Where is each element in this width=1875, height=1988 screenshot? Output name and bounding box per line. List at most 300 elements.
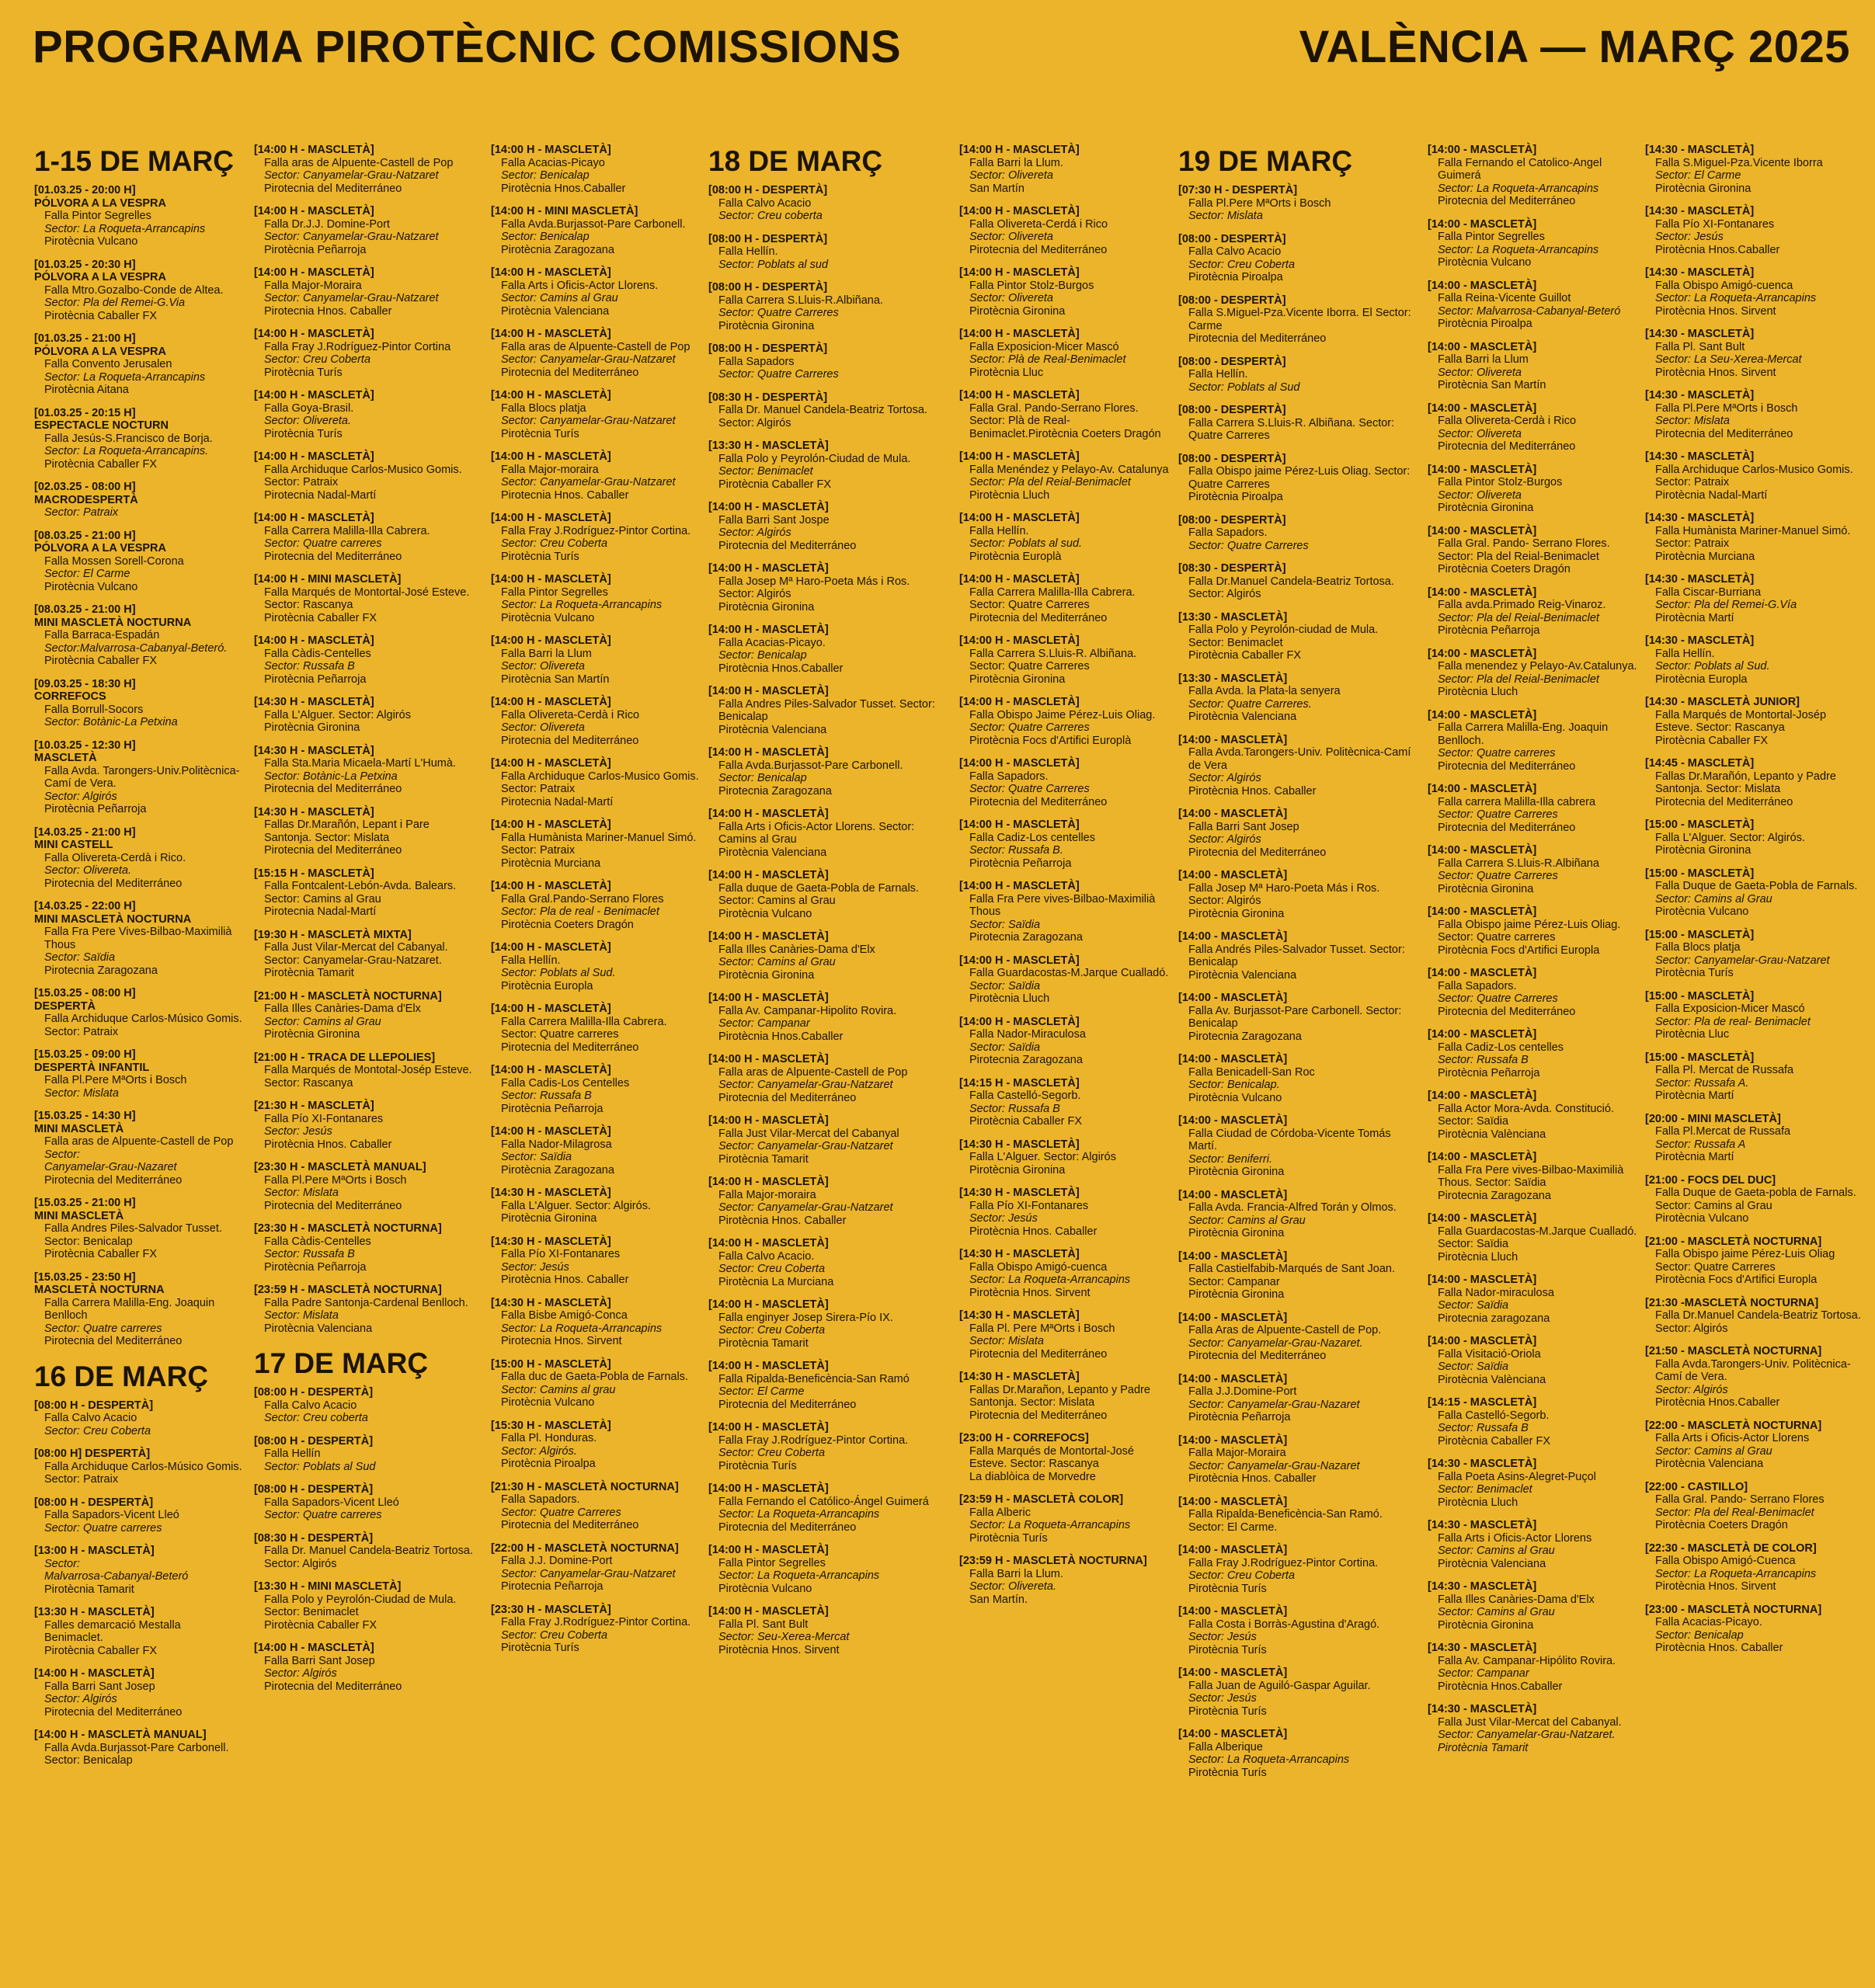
event-entry (1428, 905, 1637, 957)
event-detail-line: Falla Mtro.Gozalbo-Conde de Altea. (44, 283, 224, 297)
event-detail-line: Pirotècnia Gironina (969, 1163, 1066, 1176)
event-time-label: [14:00 H - MASCLETÀ] (254, 389, 374, 401)
event-detail-line: Falla Pintor Stolz-Burgos (969, 279, 1094, 292)
event-detail-line: Falla Olivereta-Cerdá i Rico (969, 217, 1108, 231)
event-entry (1178, 1373, 1411, 1424)
event-detail-line: Falla Obispo jaime Pérez-Luis Oliag. Sector: Quatre Carreres (1188, 465, 1411, 491)
event-time-label: [14:00 H - MASCLETÀ] (491, 144, 611, 156)
event-detail-line: Pirotècnia Caballer FX (969, 1115, 1083, 1128)
event-time-label: [08:30 - DESPERTÀ] (1178, 562, 1286, 575)
event-detail-line: Sector: Olivereta (501, 660, 585, 673)
event-entry (491, 941, 704, 992)
event-detail-line: Sector: La Roqueta-Arrancapins (718, 1508, 880, 1521)
event-detail-line: Sector: Camins al Grau (1188, 1214, 1306, 1227)
event-entry (1645, 990, 1863, 1041)
event-detail-line: Pirotècnia Gironina (1655, 844, 1752, 857)
event-time-label: [14:00 H - MASCLETÀ] (254, 205, 374, 217)
event-detail-line: Falla Pintor Segrelles (1438, 231, 1545, 243)
event-entry (1178, 611, 1411, 662)
event-entry (959, 1187, 1173, 1238)
event-detail-line: Pirotècnia Valenciana (1188, 968, 1297, 982)
event-detail-line: Sector: La Roqueta-Arrancapins (1188, 1753, 1350, 1766)
event-entry (959, 1371, 1173, 1422)
event-detail-line: Falla Pl. Sant Bult (1655, 340, 1745, 353)
event-time-label: [14:00 - MASCLETÀ] (1178, 1728, 1288, 1740)
event-detail-line: Pirotècnia Vulcano (1438, 256, 1532, 269)
event-entry (959, 1555, 1173, 1606)
event-detail-line: Sector: Jesús (969, 1212, 1038, 1225)
event-detail-line: Falla Pío XI-Fontanares (1655, 217, 1775, 231)
event-detail-line: Falla J.J.Domine-Port (1188, 1385, 1297, 1398)
event-time-label: [14:00 H - MASCLETÀ] (254, 266, 374, 279)
event-detail-line: Falla Pintor Stolz-Burgos (1438, 476, 1563, 488)
event-time-label: [14:15 H - MASCLETÀ] (959, 1076, 1080, 1090)
event-time-label: [14:00 H - MASCLETÀ] (959, 328, 1080, 340)
event-time-label: [14:00 H - MASCLETÀ] (959, 818, 1080, 831)
event-detail-line: Falla Costa i Borràs-Agustina d'Aragó. (1188, 1618, 1380, 1631)
event-detail-line: Falla Hellín. (1188, 368, 1248, 381)
event-detail-line: Pirotècnia Zaragozana (501, 243, 614, 256)
event-detail-line: Falla menendez y Pelayo-Av.Catalunya. (1438, 660, 1637, 673)
event-entry (1178, 808, 1411, 859)
event-detail-line: Falla Pintor Segrelles (501, 586, 608, 599)
event-detail-line: Falla Pl. Pere MªOrts i Bosch (969, 1322, 1115, 1335)
event-time-label: [13:00 H - MASCLETÀ] (34, 1545, 155, 1557)
event-detail-line: Pirotecnia del Mediterráneo (718, 1091, 857, 1104)
event-entry (1645, 573, 1863, 624)
event-time-label: [14:00 - MASCLETÀ] (1428, 1028, 1537, 1041)
event-entry (959, 1248, 1173, 1299)
event-detail-line: Pirotecnia del Mediterráneo (1188, 332, 1327, 345)
event-detail-line: Pirotècnia Turís (718, 1459, 797, 1472)
event-type-label: MINI MASCLETÀ NOCTURNA (34, 616, 192, 629)
event-detail-line: Falla S.Miguel-Pza.Vicente Iborra. El Sector: Carme (1188, 307, 1411, 332)
event-time-label: [14:30 - MASCLETÀ] (1428, 1458, 1537, 1470)
event-time-label: [14:00 H - MASCLETÀ] (708, 1482, 829, 1495)
event-detail-line: Pirotècnia Vulcano (501, 1396, 595, 1409)
event-time-label: [14:00 H - MASCLETÀ] (708, 1237, 829, 1249)
event-detail-line: Falla Fray J.Rodríguez-Pintor Cortina (264, 340, 451, 353)
schedule-column (491, 144, 704, 1665)
event-time-label: [15.03.25 - 21:00 H] (34, 1197, 136, 1209)
event-time-label: [13:30 - MASCLETÀ] (1178, 672, 1288, 685)
event-entry (708, 685, 941, 736)
event-detail-line: Pirotecnia del Mediterráneo (264, 182, 402, 195)
event-detail-line: Pirotècnia Vulcano (718, 1582, 812, 1595)
event-detail-line: Sector: Seu-Xerea-Mercat (718, 1631, 850, 1643)
event-entry (1178, 930, 1411, 982)
event-detail-line: Sector: Mislata (1655, 415, 1730, 427)
event-entry (491, 696, 704, 747)
event-time-label: [14:00 H - MASCLETÀ] (708, 1605, 829, 1618)
event-entry (34, 826, 248, 891)
event-time-label: [14:00 H - MASCLETÀ] (254, 144, 374, 156)
event-detail-line: Pirotecnia Zaragozana (969, 931, 1083, 944)
event-detail-line: Pirotècnia Turís (1655, 967, 1734, 979)
event-detail-line: Sector: La Roqueta-Arrancapins (1655, 292, 1817, 304)
event-entry (1178, 1053, 1411, 1104)
event-detail-line: Pirotècnia Tamarit (44, 1583, 134, 1596)
event-detail-line: Sector: Jesús (1188, 1692, 1257, 1705)
event-detail-line: Falla Av. Burjassot-Pare Carbonell. Sector: Benicalap (1188, 1004, 1402, 1030)
event-detail-line: Sector: Olivereta (1438, 488, 1522, 502)
event-detail-line: Sector: Algirós (1655, 1383, 1728, 1396)
schedule-column (1645, 144, 1863, 1665)
event-detail-line: Pirotècnia Valenciana (1188, 711, 1297, 723)
event-detail-line: Pirotecnia Zaragozana (1188, 1030, 1302, 1043)
event-time-label: [01.03.25 - 20:30 H] (34, 258, 136, 271)
event-detail-line: Pirotècnia Turís (969, 1531, 1048, 1545)
event-entry (254, 512, 479, 563)
event-time-label: [14:30 - MASCLETÀ] (1428, 1519, 1537, 1531)
event-detail-line: Falla Sapadors. (1188, 527, 1268, 539)
event-detail-line: Falla Pl. Sant Bult (718, 1618, 809, 1631)
event-detail-line: Sector: Malvarrosa-Cabanyal-Beteró (1438, 304, 1621, 318)
event-entry (34, 900, 248, 977)
event-detail-line: Falla Carrera Malilla-Illa Cabrera. Sector: Quatre carreres (501, 1015, 667, 1041)
event-detail-line: Falla aras de Alpuente-Castell de Pop (501, 340, 691, 353)
event-time-label: [14:30 - MASCLETÀ] (1645, 266, 1755, 279)
event-detail-line: Falla Andrés Piles-Salvador Tusset. Sector: Benicalap (1188, 943, 1405, 968)
event-type-label: MINI MASCLETÀ (34, 1209, 124, 1222)
event-entry (708, 1114, 941, 1166)
event-detail-line: Sector: Benimaclet (1438, 1483, 1532, 1496)
event-entry (254, 205, 479, 256)
event-time-label: [20:00 - MINI MASCLETÀ] (1645, 1112, 1781, 1125)
event-detail-line: Falla Blocs platja (501, 401, 586, 415)
event-detail-line: Pirotècnia Vulcano (44, 235, 138, 248)
event-detail-line: Pirotècnia Caballer FX (264, 1618, 377, 1632)
event-entry (254, 1222, 479, 1274)
event-time-label: [08:00 - DESPERTÀ] (1178, 355, 1286, 368)
event-entry (491, 205, 704, 256)
event-entry (959, 818, 1173, 870)
event-entry (34, 1667, 248, 1719)
event-detail-line: Falla Calvo Acacio (718, 196, 812, 210)
event-detail-line: Sector: Pla del Reial-Benimaclet (1438, 673, 1599, 686)
event-detail-line: Falla Josep Mª Haro-Poeta Más i Ros. Sector: Algirós (1188, 881, 1380, 907)
event-detail-line: Pirotecnia del Mediterráneo (969, 1347, 1108, 1361)
event-detail-line: Sector: Jesús (1188, 1631, 1257, 1643)
event-detail-line: Falla Arts i Oficis-Actor Llorens. (501, 279, 659, 292)
event-detail-line: Sector: La Roqueta-Arrancapins (44, 222, 206, 235)
event-time-label: [14:30 H - MASCLETÀ] (254, 696, 374, 708)
event-detail-line: Pirotècnia Hnos.Caballer (1438, 1680, 1563, 1693)
event-detail-line: Malvarrosa-Cabanyal-Beteró (44, 1570, 189, 1583)
event-time-label: [19:30 H - MASCLETÀ MIXTA] (254, 928, 412, 941)
event-detail-line: Falla Barri la Llum. (969, 1567, 1063, 1580)
event-detail-line: Falla Gral. Pando- Serrano Flores. Sector: Pla del Reial-Benimaclet (1438, 537, 1610, 563)
event-detail-line: Falla Carrera Malilla-Illa Cabrera. (264, 524, 430, 537)
event-time-label: [02.03.25 - 08:00 H] (34, 481, 136, 493)
event-detail-line: Falla Sapadors-Vicent Lleó (264, 1496, 399, 1509)
event-entry (1428, 783, 1637, 834)
event-entry (34, 603, 248, 668)
event-detail-line: Falla Obispo Amigó-cuenca (1655, 279, 1793, 292)
event-detail-line: Falla Cadiz-Los centelles (1438, 1041, 1564, 1054)
event-time-label: [14:00 - MASCLETÀ] (1428, 905, 1537, 918)
event-detail-line: Pirotecnia del Mediterráneo (1438, 195, 1576, 207)
event-detail-line: Sector: El Carme (718, 1385, 805, 1398)
event-entry (1645, 929, 1863, 980)
event-detail-line: Pirotecnia zaragozana (1438, 1312, 1550, 1325)
event-detail-line: Sector: Saïdia (969, 918, 1041, 931)
event-detail-line: Sector: Canyamelar-Grau-Natzaret (718, 1201, 893, 1214)
event-entry (1428, 648, 1637, 699)
event-entry (34, 1448, 248, 1486)
event-entry (1178, 453, 1411, 504)
event-entry (1645, 634, 1863, 686)
day-heading: 19 DE MARÇ (1178, 145, 1353, 177)
event-detail-line: Falla Calvo Acacio (44, 1412, 137, 1424)
event-detail-line: Pirotècnia Valenciana (264, 1322, 373, 1335)
event-detail-line: Falla Carrera S.Lluis-R. Albiñana. Sector: Quatre Carreres (1188, 416, 1395, 442)
event-detail-line: Pirotècnia Nadal-Martí (1655, 488, 1768, 502)
event-entry (34, 259, 248, 323)
event-entry (254, 450, 479, 502)
event-detail-line: Falla Obispo Amigó-cuenca (969, 1260, 1108, 1274)
event-type-label: DESPERTÀ (34, 999, 96, 1013)
event-detail-line: Pirotècnia Valenciana (718, 846, 827, 859)
event-time-label: [14:00 - MASCLETÀ] (1178, 1249, 1288, 1263)
event-entry (1178, 1189, 1411, 1240)
event-time-label: [14:00 H - MASCLETÀ] (708, 1053, 829, 1065)
event-detail-line: Sector: Campanar (1438, 1667, 1529, 1680)
event-time-label: [08.03.25 - 21:00 H] (34, 603, 136, 616)
event-detail-line: Pirotecnia del Mediterráneo (718, 1521, 857, 1534)
event-entry (708, 1360, 941, 1411)
event-time-label: [14:00 H - MASCLETÀ] (959, 389, 1080, 401)
event-detail-line: Sector: Quatre Carreres (501, 1506, 621, 1519)
event-type-label: MASCLETÀ (34, 752, 97, 764)
event-entry (491, 266, 704, 318)
event-detail-line: Pirotècnia Gironina (1188, 1166, 1285, 1178)
event-detail-line: Falla S.Miguel-Pza.Vicente Iborra (1655, 156, 1823, 169)
event-entry (708, 1544, 941, 1595)
event-entry (1428, 525, 1637, 576)
event-detail-line: Pirotecnia del Mediterráneo (718, 1398, 857, 1411)
schedule-column (254, 144, 479, 1703)
event-detail-line: Pirotècnia Caballer FX (718, 478, 832, 491)
event-entry (708, 184, 941, 223)
event-entry (1178, 1728, 1411, 1779)
event-detail-line: Falla Polo y Peyrolón-ciudad de Mula. Sector: Benimaclet (1188, 624, 1379, 649)
event-entry (254, 1642, 479, 1693)
event-entry (491, 1542, 704, 1594)
event-detail-line: Pirotècnia Martí (1655, 1151, 1734, 1163)
event-entry (34, 678, 248, 729)
event-detail-line: Pirotècnia Turís (1188, 1582, 1267, 1595)
event-time-label: [13:30 H - MASCLETÀ] (708, 440, 829, 452)
event-detail-line: Sector: Olivereta (969, 169, 1053, 182)
event-entry (959, 389, 1173, 440)
event-entry (1178, 184, 1411, 223)
event-entry (1178, 356, 1411, 394)
event-entry (708, 233, 941, 272)
event-detail-line: Falla Sapadors (718, 355, 795, 368)
event-detail-line: Pirotècnia Peñarroja (264, 1260, 367, 1274)
event-entry (491, 144, 704, 195)
event-time-label: [14:00 - MASCLETÀ] (1428, 967, 1537, 979)
event-type-label: DESPERTÀ INFANTIL (34, 1061, 150, 1074)
event-detail-line: Falla Reina-Vicente Guillot (1438, 292, 1571, 304)
event-entry (491, 1481, 704, 1532)
event-time-label: [14:00 H - MASCLETÀ] (254, 512, 374, 524)
event-entry (708, 440, 941, 491)
event-time-label: [14:00 - MASCLETÀ] (1178, 1667, 1288, 1679)
event-time-label: [08:00 H - DESPERTÀ] (34, 1496, 154, 1509)
event-entry (1428, 1458, 1637, 1509)
event-time-label: [14:00 H - MASCLETÀ] (254, 634, 374, 647)
event-detail-line: Pirotècnia Peñarroja (969, 857, 1072, 870)
event-detail-line: Pirotecnia del Mediterráneo (969, 1409, 1108, 1422)
event-entry (1645, 1236, 1863, 1287)
event-detail-line: Sector: Patraix (44, 506, 119, 519)
event-detail-line: La diablòica de Morvedre (969, 1470, 1096, 1483)
event-entry (254, 634, 479, 686)
event-detail-line: Sector: Saïdia (1438, 1361, 1509, 1373)
event-time-label: [14:30 H - MASCLETÀ] (491, 1235, 611, 1248)
event-entry (1645, 144, 1863, 195)
event-time-label: [08:00 - DESPERTÀ] (1178, 232, 1286, 245)
event-detail-line: Pirotècnia Aitana (44, 384, 129, 396)
event-detail-line: Pirotècnia Lluch (969, 488, 1050, 502)
event-time-label: [15:00 - MASCLETÀ] (1645, 867, 1755, 880)
event-time-label: [14:00 - MASCLETÀ] (1178, 1605, 1288, 1618)
event-detail-line: Sector: Creu Coberta (501, 1628, 608, 1642)
event-detail-line: Sector: Pla del Remei-G.Vía (1655, 599, 1797, 611)
event-entry (491, 757, 704, 808)
event-detail-line: Pirotècnia Hnos.Caballer (718, 662, 844, 675)
event-detail-line: Sector: Canyamelar-Grau-Natzaret (264, 169, 439, 182)
event-time-label: [13:30 H - MASCLETÀ] (34, 1606, 155, 1618)
event-entry (708, 1176, 941, 1227)
event-detail-line: Pirotecnia del Mediterráneo (501, 1519, 639, 1531)
event-detail-line: Pirotecnia del Mediterráneo (969, 611, 1108, 624)
event-detail-line: Falla Archiduque Carlos-Musico Gomis. Sector: Patraix (264, 463, 462, 488)
event-time-label: [23:30 H - MASCLETÀ NOCTURNA] (254, 1222, 442, 1235)
event-detail-line: Sector: Algirós. (501, 1444, 577, 1458)
event-detail-line: Pirotecnia Hnos. Sirvent (501, 1335, 622, 1347)
event-time-label: [14:00 - MASCLETÀ] (1428, 586, 1537, 599)
event-detail-line: Pirotècnia Vulcano (1655, 1212, 1749, 1225)
event-time-label: [14:30 - MASCLETÀ] (1645, 328, 1755, 340)
event-detail-line: Falla Carrera S.Lluis-R. Albiñana. Sector: Quatre Carreres (969, 647, 1137, 673)
event-time-label: [14:00 H - MASCLETÀ] (959, 757, 1080, 770)
event-detail-line: Falla Illes Canàries-Dama d'Elx (1438, 1593, 1595, 1606)
event-entry (1428, 1396, 1637, 1448)
event-entry (708, 281, 941, 332)
event-time-label: [08:00 H - DESPERTÀ] (708, 184, 828, 196)
event-entry (708, 746, 941, 798)
event-time-label: [08:00 H - DESPERTÀ] (708, 232, 828, 245)
event-detail-line: Sector: Benicalap (718, 649, 807, 662)
event-detail-line: Sector: Russafa B (1438, 1422, 1529, 1434)
event-time-label: [14:00 H - MINI MASCLETÀ] (491, 205, 638, 217)
event-detail-line: Pirotècnia Coeters Dragón (1655, 1519, 1788, 1531)
event-time-label: [23:30 H - MASCLETÀ MANUAL] (254, 1161, 426, 1173)
event-detail-line: Sector: Creu Coberta (1188, 258, 1296, 271)
event-detail-line: Falla Duque de Gaeta-pobla de Farnals. Sector: Camins al Grau (1655, 1187, 1856, 1212)
event-entry (1645, 696, 1863, 747)
event-detail-line: Sector: La Roqueta-Arrancapins (969, 1274, 1131, 1286)
event-time-label: [08:00 H - DESPERTÀ] (254, 1434, 374, 1448)
event-entry (491, 450, 704, 502)
event-entry (491, 1236, 704, 1287)
event-entry (1428, 1580, 1637, 1632)
event-entry (708, 562, 941, 613)
event-detail-line: Pirotecnia del Mediterráneo (1188, 846, 1327, 859)
event-entry (1645, 1345, 1863, 1409)
event-time-label: [15:00 H - MASCLETÀ] (491, 1357, 611, 1371)
event-detail-line: Sector: Canyamelar-Grau-Nazaret (1188, 1398, 1360, 1411)
event-entry (959, 1309, 1173, 1361)
event-entry (1178, 404, 1411, 443)
event-detail-line: Sector: Quatre Carreres (1438, 870, 1558, 882)
event-detail-line: Sector: Quatre carreres (44, 1521, 162, 1534)
event-detail-line: Falla Acacias-Picayo (501, 156, 605, 169)
event-entry (1428, 1090, 1637, 1141)
event-detail-line: Sector: Creu Coberta (718, 1324, 826, 1336)
event-detail-line: Falla Dr. Manuel Candela-Beatriz Tortosa. Sector: Algirós (718, 404, 927, 429)
event-detail-line: Pirotècnia Peñarroja (44, 803, 147, 815)
event-type-label: PÓLVORA A LA VESPRA (34, 196, 166, 210)
event-time-label: [14:00 H - MASCLETÀ] (959, 696, 1080, 708)
event-entry (1178, 1496, 1411, 1534)
event-detail-line: Pirotècnia Lluch (1438, 1250, 1518, 1263)
event-detail-line: Sector: Quatre carreres (264, 1509, 382, 1521)
event-detail-line: Sector: Pla del Reial-Benimaclet (969, 476, 1131, 488)
event-time-label: [14:00 H - MASCLETÀ] (254, 1642, 374, 1654)
event-entry (254, 1386, 479, 1425)
event-entry (1645, 757, 1863, 808)
event-detail-line: Sector: Algirós (44, 1693, 117, 1705)
event-entry (254, 1483, 479, 1522)
event-detail-line: Falla Blocs platja (1655, 941, 1741, 954)
event-detail-line: Sector: Pla del Real-Benimaclet (1655, 1506, 1814, 1519)
event-entry (1178, 673, 1411, 724)
event-time-label: [14:00 - MASCLETÀ] (1428, 1335, 1537, 1347)
event-detail-line: Falla Josep Mª Haro-Poeta Más i Ros. Sector: Algirós (718, 575, 910, 600)
event-detail-line: San Martín. (969, 1593, 1028, 1606)
event-detail-line: Falla Duque de Gaeta-Pobla de Farnals. (1655, 880, 1858, 892)
event-entry (1428, 464, 1637, 515)
event-entry (708, 501, 941, 552)
event-detail-line: Pirotecnia Hnos. Caballer (501, 488, 629, 502)
event-time-label: [08:00 H] DESPERTÀ] (34, 1448, 151, 1460)
event-entry (959, 573, 1173, 624)
event-time-label: [14:00 H - MASCLETÀ] (491, 1003, 611, 1015)
event-detail-line: Falla Ripalda-Beneficència-San Ramó. Sector: El Carme. (1188, 1508, 1383, 1534)
schedule-column (959, 144, 1173, 1616)
event-time-label: [14:00 H - MASCLETÀ] (708, 746, 829, 759)
event-detail-line: Pirotecnia del Mediterráneo (501, 734, 639, 747)
event-detail-line: Sector: Olivereta. (969, 1580, 1057, 1593)
event-detail-line: Falla Padre Santonja-Cardenal Benlloch. (264, 1296, 468, 1309)
event-detail-line: Pirotècnia Focs d'Artifici Europla (1438, 944, 1600, 957)
event-detail-line: Pirotècnia Hnos. Sirvent (718, 1643, 840, 1656)
event-time-label: [14:00 H - MASCLETÀ] (708, 1298, 829, 1311)
event-type-label: PÓLVORA A LA VESPRA (34, 271, 166, 283)
event-entry (959, 1493, 1173, 1545)
event-detail-line: Fallas Dr.Marañón, Lepanto y Padre Santonja. Sector: Mislata (1655, 770, 1836, 795)
event-detail-line: Falla Hellín. (501, 954, 561, 967)
event-entry (959, 1016, 1173, 1067)
event-detail-line: Sector: La Roqueta-Arrancapins (501, 599, 663, 611)
event-time-label: [14:00 H - MINI MASCLETÀ] (254, 573, 402, 586)
event-time-label: [14:00 - MASCLETÀ] (1178, 1544, 1288, 1556)
event-time-label: [15:00 - MASCLETÀ] (1645, 928, 1755, 941)
